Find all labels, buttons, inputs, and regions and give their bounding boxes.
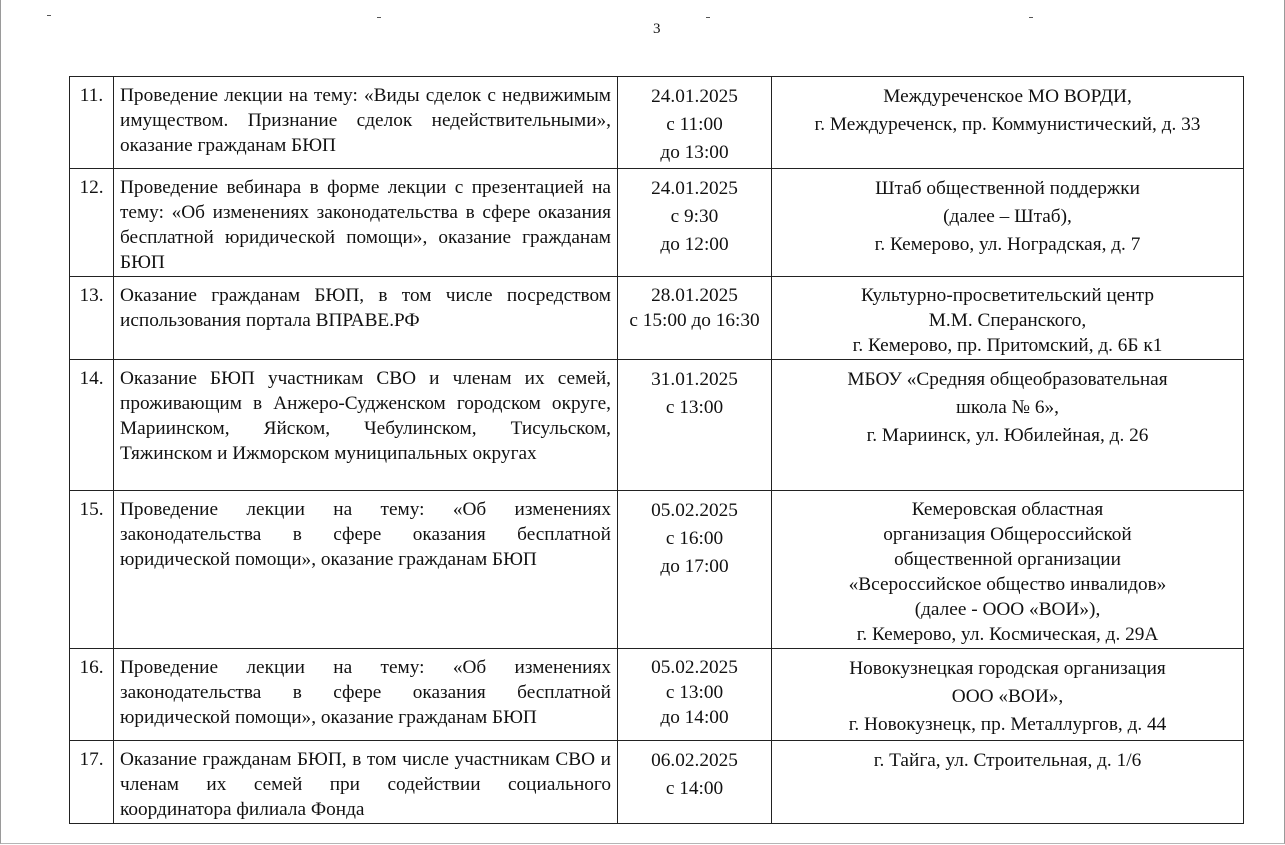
place-line: школа № 6», — [956, 397, 1059, 418]
place-line: (далее - ООО «ВОИ»), — [914, 599, 1101, 620]
event-time-to: до 12:00 — [660, 234, 729, 255]
place-line: общественной организации — [894, 549, 1121, 570]
event-place — [772, 741, 1244, 824]
row-number: 16. — [70, 649, 114, 741]
place-line: (далее – Штаб), — [943, 206, 1072, 227]
event-description: Оказание БЮП участникам СВО и членам их семей, проживающим в Анжеро-Судженском городском округе, Мариинском, Яйском, Чебулинском, Тисульском, Тяжинском и Ижморском муниципальных округах — [114, 360, 618, 491]
place-line: Новокузнецкая городская организация — [849, 658, 1166, 679]
table-row — [70, 649, 1244, 741]
event-date: 05.02.2025 — [651, 657, 738, 678]
event-place — [772, 491, 1244, 649]
table-row — [70, 741, 1244, 824]
row-number: 17. — [70, 741, 114, 824]
place-line: ООО «ВОИ», — [951, 686, 1064, 707]
place-line: г. Новокузнецк, пр. Металлургов, д. 44 — [848, 714, 1167, 735]
scan-speck — [377, 17, 381, 18]
row-number: 14. — [70, 360, 114, 491]
place-line: М.М. Сперанского, — [928, 310, 1087, 331]
event-description: Оказание гражданам БЮП, в том числе участникам СВО и членам их семей при содействии социального координатора филиала Фонда — [114, 741, 618, 824]
event-datetime — [618, 491, 772, 649]
event-place — [772, 360, 1244, 491]
event-time-from: с 13:00 — [665, 682, 724, 703]
table-row — [70, 169, 1244, 277]
place-line: Штаб общественной поддержки — [875, 178, 1140, 199]
row-number: 11. — [70, 77, 114, 169]
events-table — [69, 76, 1244, 824]
event-date: 06.02.2025 — [651, 750, 738, 771]
event-description: Проведение лекции на тему: «Об изменениях законодательства в сфере оказания бесплатной юридической помощи», оказание гражданам БЮП — [114, 491, 618, 649]
event-time-to: до 13:00 — [660, 142, 729, 163]
event-datetime — [618, 77, 772, 169]
row-number: 13. — [70, 277, 114, 360]
place-line: г. Междуреченск, пр. Коммунистический, д. 33 — [814, 114, 1201, 135]
table-row — [70, 491, 1244, 649]
scan-speck — [1029, 17, 1033, 18]
event-place — [772, 649, 1244, 741]
place-line: МБОУ «Средняя общеобразовательная — [847, 369, 1168, 390]
event-place — [772, 277, 1244, 360]
event-description: Проведение лекции на тему: «Виды сделок с недвижимым имуществом. Признание сделок недействительными», оказание гражданам БЮП — [114, 77, 618, 169]
event-description: Проведение лекции на тему: «Об изменениях законодательства в сфере оказания бесплатной юридической помощи», оказание гражданам БЮП — [114, 649, 618, 741]
event-date: 24.01.2025 — [651, 178, 738, 199]
place-line: г. Мариинск, ул. Юбилейная, д. 26 — [866, 425, 1149, 446]
event-description: Проведение вебинара в форме лекции с презентацией на тему: «Об изменениях законодательства в сфере оказания бесплатной юридической помощи», оказание гражданам БЮП — [114, 169, 618, 277]
place-line: г. Кемерово, ул. Космическая, д. 29А — [856, 624, 1159, 645]
place-line: Междуреченское МО ВОРДИ, — [883, 86, 1132, 107]
event-datetime — [618, 360, 772, 491]
event-time-from: с 16:00 — [665, 528, 724, 549]
place-line: «Всероссийское общество инвалидов» — [848, 574, 1167, 595]
event-datetime — [618, 741, 772, 824]
event-time-from: с 14:00 — [665, 778, 724, 799]
table-row — [70, 277, 1244, 360]
table-row — [70, 360, 1244, 491]
event-place — [772, 77, 1244, 169]
place-line: г. Тайга, ул. Строительная, д. 1/6 — [873, 750, 1142, 771]
table-row — [70, 77, 1244, 169]
event-date: 05.02.2025 — [651, 500, 738, 521]
scan-speck — [706, 17, 710, 18]
event-time-from: с 11:00 — [666, 114, 723, 135]
event-datetime — [618, 277, 772, 360]
row-number: 15. — [70, 491, 114, 649]
event-date: 28.01.2025 — [651, 285, 738, 306]
row-number: 12. — [70, 169, 114, 277]
event-time-from: с 13:00 — [665, 397, 724, 418]
event-datetime — [618, 169, 772, 277]
event-place — [772, 169, 1244, 277]
event-time-to: до 17:00 — [660, 556, 729, 577]
scan-speck — [47, 15, 51, 16]
place-line: Культурно-просветительский центр — [861, 285, 1154, 306]
place-line: организация Общероссийской — [883, 524, 1132, 545]
page-number: 3 — [653, 21, 661, 37]
event-description: Оказание гражданам БЮП, в том числе посредством использования портала ВПРАВЕ.РФ — [114, 277, 618, 360]
event-time-range: с 15:00 до 16:30 — [629, 310, 760, 331]
event-date: 24.01.2025 — [651, 86, 738, 107]
event-datetime — [618, 649, 772, 741]
event-date: 31.01.2025 — [651, 369, 738, 390]
event-time-to: до 14:00 — [660, 707, 729, 728]
place-line: г. Кемерово, пр. Притомский, д. 6Б к1 — [852, 335, 1163, 356]
place-line: Кемеровская областная — [911, 499, 1104, 520]
place-line: г. Кемерово, ул. Ноградская, д. 7 — [874, 234, 1141, 255]
event-time-from: с 9:30 — [670, 206, 719, 227]
